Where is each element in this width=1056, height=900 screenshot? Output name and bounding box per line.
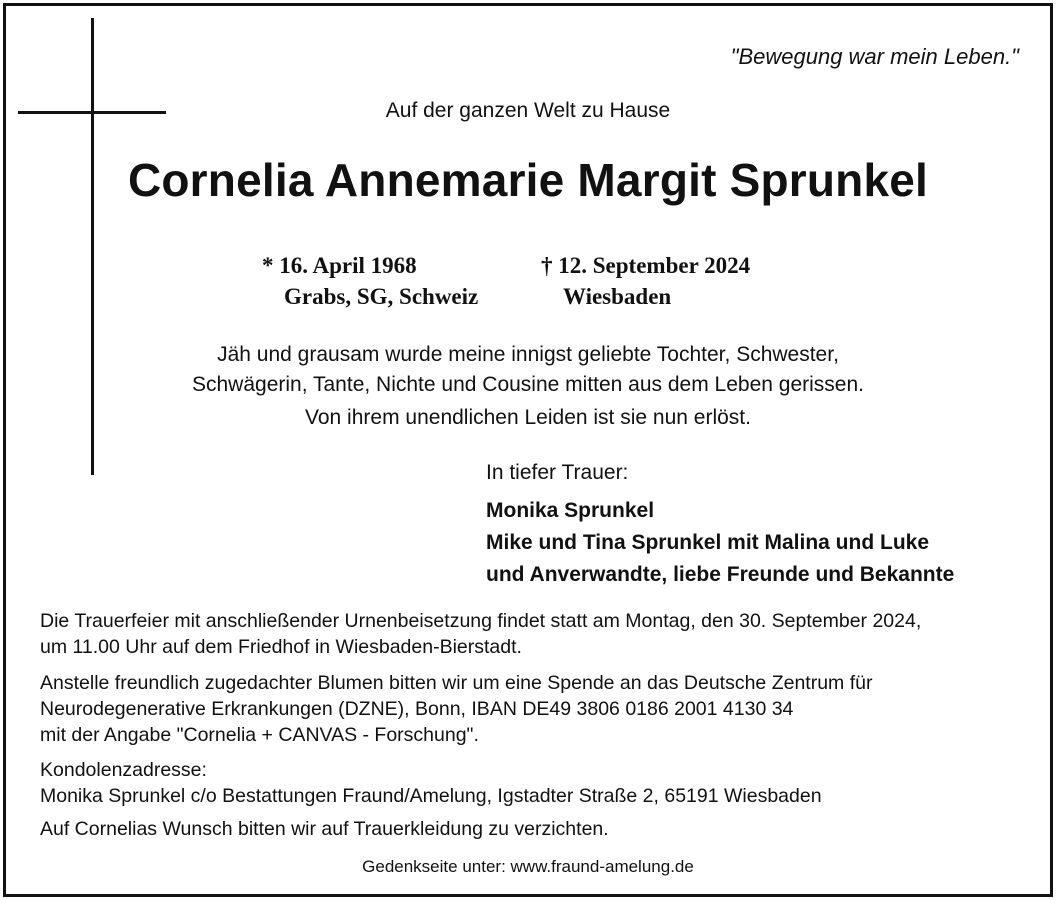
ceremony-line: Die Trauerfeier mit anschließender Urnenbeisetzung findet statt am Montag, den 30. September 2024, (40, 610, 922, 632)
mourner-name: Monika Sprunkel (486, 499, 655, 522)
condolence-address: Monika Sprunkel c/o Bestattungen Fraund/Amelung, Igstadter Straße 2, 65191 Wiesbaden (40, 785, 822, 807)
death-info (541, 250, 750, 312)
death-place: Wiesbaden (563, 284, 672, 309)
donation-line: mit der Angabe "Cornelia + CANVAS - Forschung". (40, 724, 479, 746)
donation-info (40, 670, 872, 748)
donation-line: Anstelle freundlich zugedachter Blumen bitten wir um eine Spende an das Deutsche Zentrum für (40, 672, 873, 694)
memorial-page-link[interactable]: Gedenkseite unter: www.fraund-amelung.de (362, 857, 694, 876)
donation-line: Neurodegenerative Erkrankungen (DZNE), Bonn, IBAN DE49 3806 0186 2001 4130 34 (40, 698, 794, 720)
mourners-block (486, 457, 954, 591)
message-line: Schwägerin, Tante, Nichte und Cousine mitten aus dem Leben gerissen. (191, 373, 864, 396)
tagline: Auf der ganzen Welt zu Hause (385, 99, 671, 122)
quote: "Bewegung war mein Leben." (730, 44, 1019, 69)
ceremony-line: um 11.00 Uhr auf dem Friedhof in Wiesbaden-Bierstadt. (40, 636, 522, 658)
message-line: Jäh und grausam wurde meine innigst geliebte Tochter, Schwester, (217, 343, 839, 366)
mourner-name: Mike und Tina Sprunkel mit Malina und Luke (486, 531, 929, 554)
condolence-info (40, 757, 822, 809)
message-paragraph (0, 340, 1056, 400)
birth-info (262, 250, 478, 312)
birth-date: * 16. April 1968 (262, 253, 417, 278)
dress-wish: Auf Cornelias Wunsch bitten wir auf Trauerkleidung zu verzichten. (40, 818, 609, 840)
birth-place: Grabs, SG, Schweiz (284, 284, 479, 309)
ceremony-info (40, 608, 921, 660)
relief-line: Von ihrem unendlichen Leiden ist sie nun erlöst. (305, 406, 751, 429)
mourner-name: und Anverwandte, liebe Freunde und Bekannte (486, 563, 955, 586)
deceased-name: Cornelia Annemarie Margit Sprunkel (127, 154, 929, 206)
death-date: † 12. September 2024 (541, 253, 751, 278)
mourners-intro: In tiefer Trauer: (486, 461, 629, 484)
condolence-label: Kondolenzadresse: (40, 759, 207, 781)
